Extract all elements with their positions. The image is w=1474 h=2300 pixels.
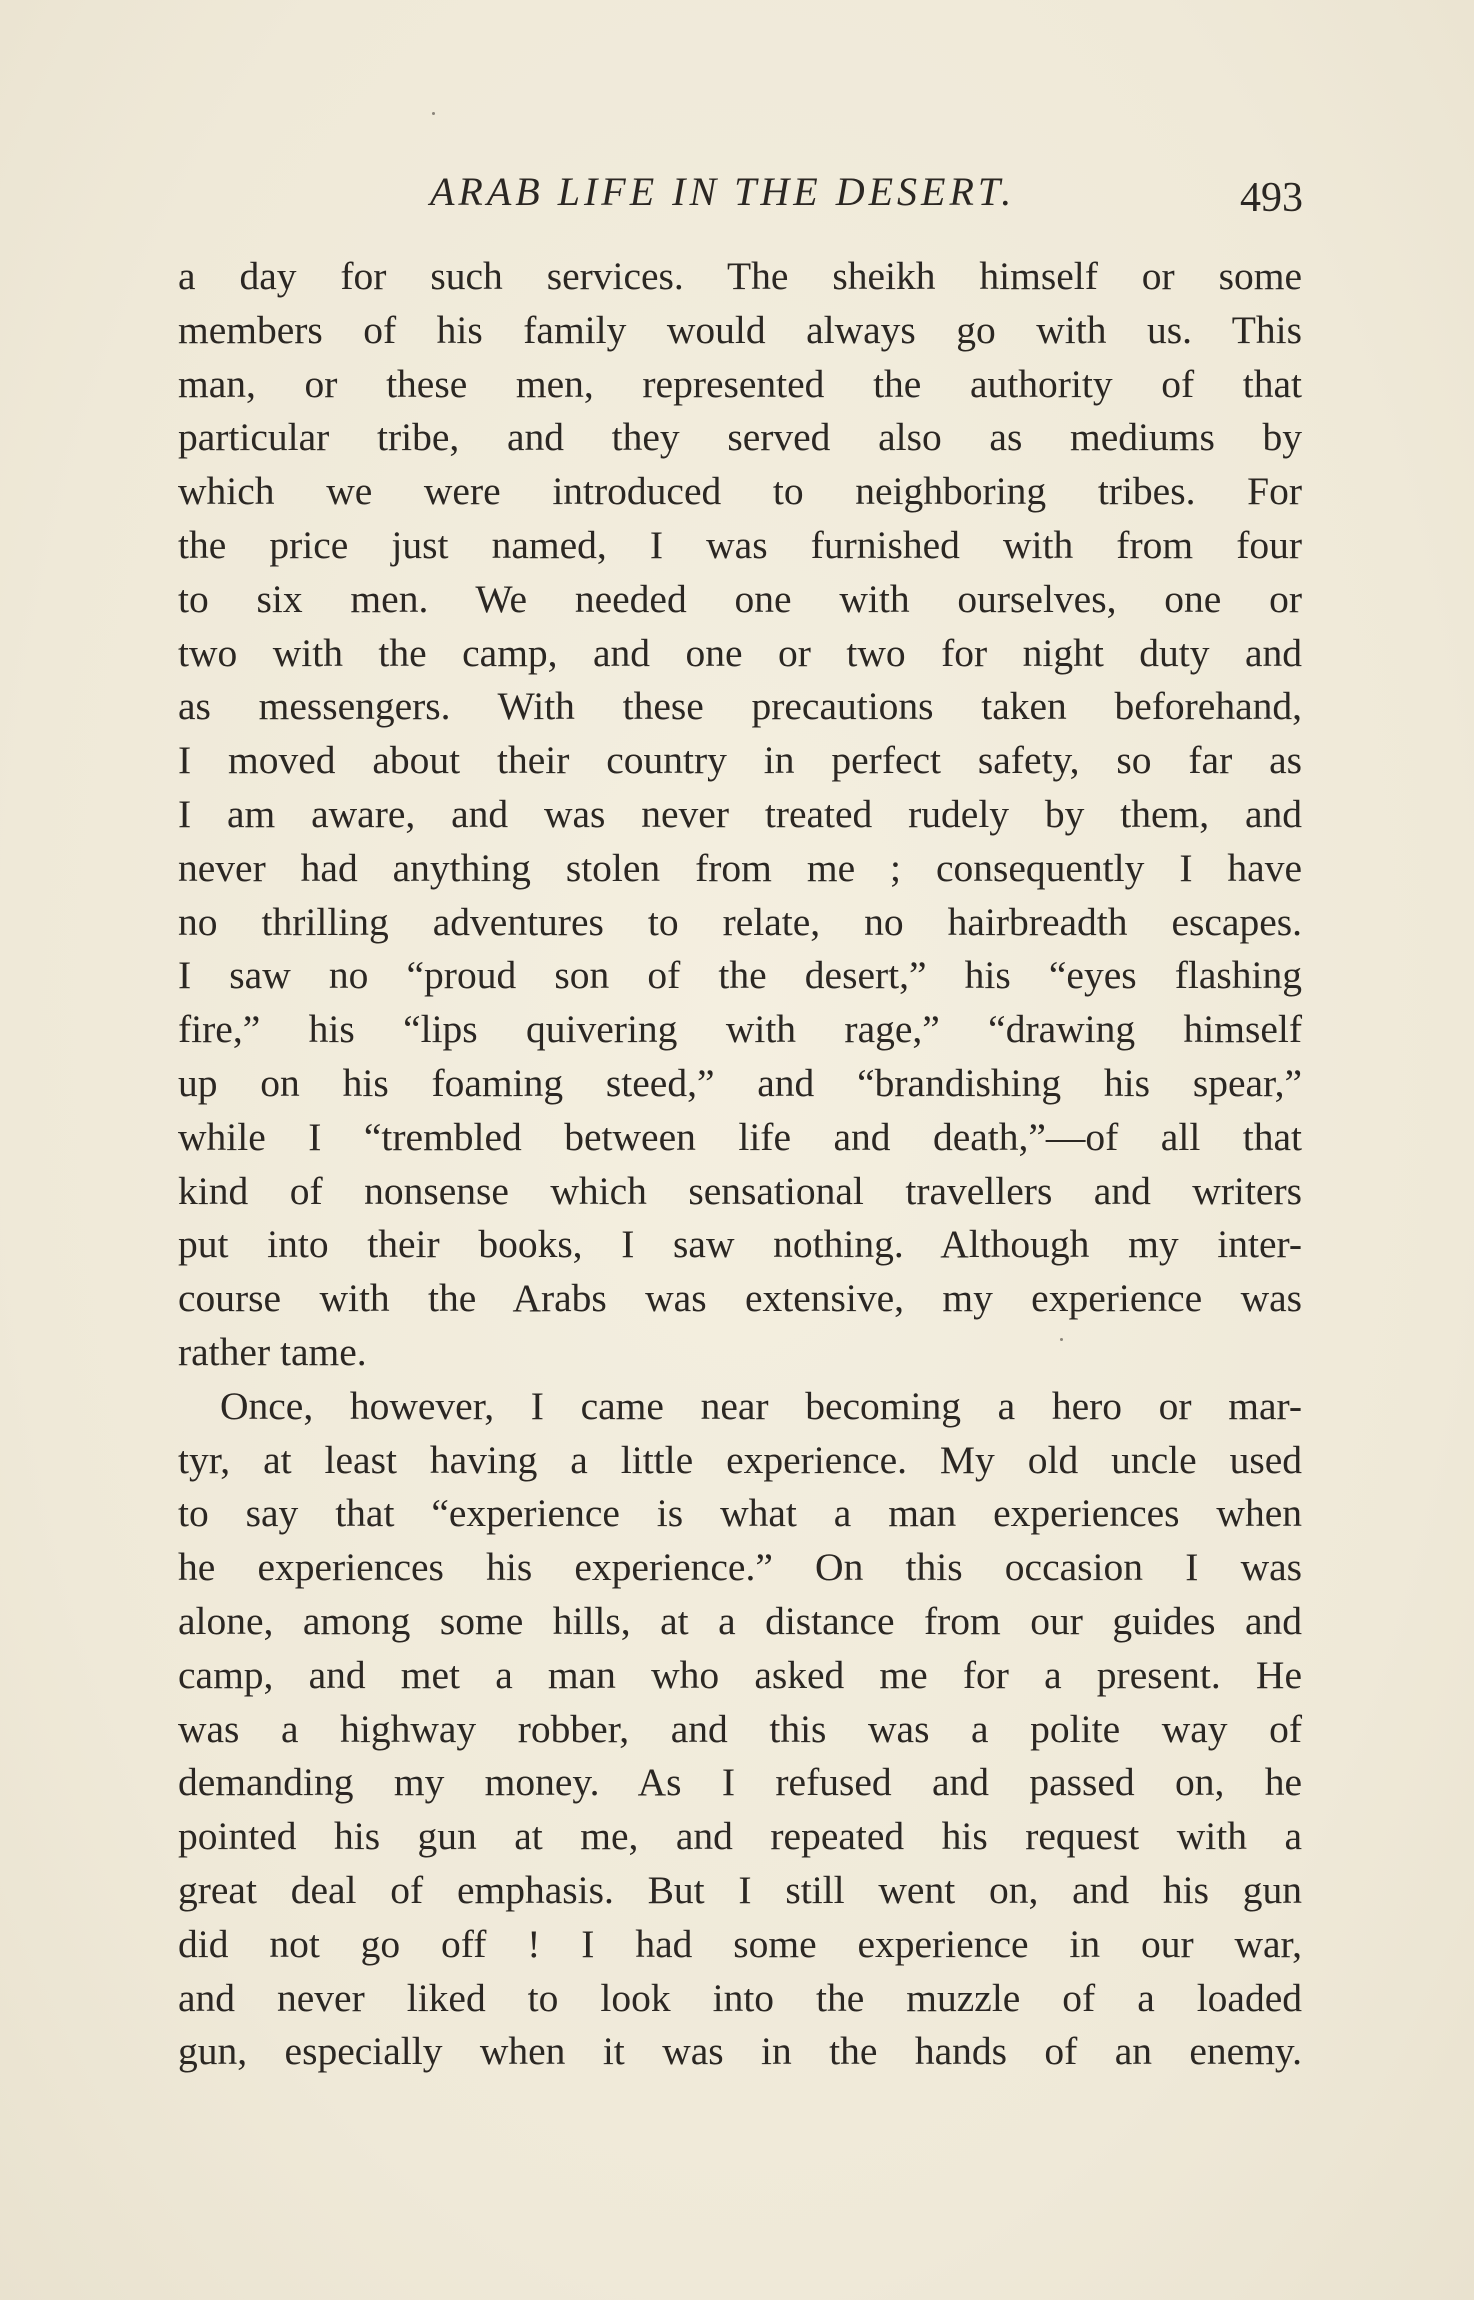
text-line: great deal of emphasis. But I still went on, and his gun	[178, 1867, 1302, 1912]
ink-speck	[432, 112, 435, 115]
text-line: two with the camp, and one or two for night duty and	[178, 630, 1302, 675]
running-title: ARAB LIFE IN THE DESERT.	[430, 169, 1016, 214]
text-line: was a highway robber, and this was a polite way of	[178, 1706, 1302, 1751]
text-line: put into their books, I saw nothing. Although my inter-	[178, 1222, 1302, 1267]
page-header	[0, 160, 1474, 220]
text-line: particular tribe, and they served also as mediums by	[178, 415, 1302, 460]
body-text	[178, 250, 1302, 2079]
text-line: camp, and met a man who asked me for a present. He	[178, 1652, 1302, 1697]
text-line: as messengers. With these precautions taken beforehand,	[178, 684, 1302, 729]
paragraph-2	[178, 1380, 1302, 2079]
text-line: man, or these men, represented the authority of that	[178, 361, 1302, 406]
text-line: fire,” his “lips quivering with rage,” “drawing himself	[178, 1007, 1302, 1052]
text-line: a day for such services. The sheikh himself or some	[178, 254, 1302, 298]
text-line: the price just named, I was furnished with from four	[178, 522, 1302, 567]
text-line: Once, however, I came near becoming a hero or mar-	[220, 1383, 1302, 1428]
text-line: to say that “experience is what a man experiences when	[178, 1491, 1302, 1536]
text-line: kind of nonsense which sensational travellers and writers	[178, 1168, 1302, 1213]
text-line: gun, especially when it was in the hands of an enemy.	[178, 2029, 1302, 2074]
text-line: while I “trembled between life and death,”—of all that	[178, 1114, 1302, 1159]
text-line: which we were introduced to neighboring tribes. For	[178, 469, 1302, 514]
text-line: up on his foaming steed,” and “brandishing his spear,”	[178, 1060, 1302, 1105]
text-line: demanding my money. As I refused and passed on, he	[178, 1760, 1302, 1805]
text-line: and never liked to look into the muzzle of a loaded	[178, 1975, 1302, 2020]
text-line: he experiences his experience.” On this occasion I was	[178, 1545, 1302, 1590]
text-line: members of his family would always go with us. This	[178, 307, 1302, 352]
page-number: 493	[1240, 175, 1303, 221]
text-line: I saw no “proud son of the desert,” his “eyes flashing	[178, 953, 1302, 998]
text-line: tyr, at least having a little experience. My old uncle used	[178, 1437, 1302, 1482]
text-line: rather tame.	[178, 1329, 367, 1374]
text-line: alone, among some hills, at a distance from our guides and	[178, 1598, 1302, 1643]
text-line: course with the Arabs was extensive, my experience was	[178, 1276, 1302, 1321]
text-line: never had anything stolen from me ; consequently I have	[178, 845, 1302, 890]
paragraph-1	[178, 250, 1302, 1380]
text-line: I moved about their country in perfect safety, so far as	[178, 738, 1302, 783]
text-line: no thrilling adventures to relate, no hairbreadth escapes.	[178, 899, 1302, 944]
text-line: pointed his gun at me, and repeated his request with a	[178, 1814, 1302, 1859]
text-line: to six men. We needed one with ourselves, one or	[178, 576, 1302, 621]
text-line: I am aware, and was never treated rudely by them, and	[178, 791, 1302, 836]
text-line: did not go off ! I had some experience in our war,	[178, 1921, 1302, 1966]
